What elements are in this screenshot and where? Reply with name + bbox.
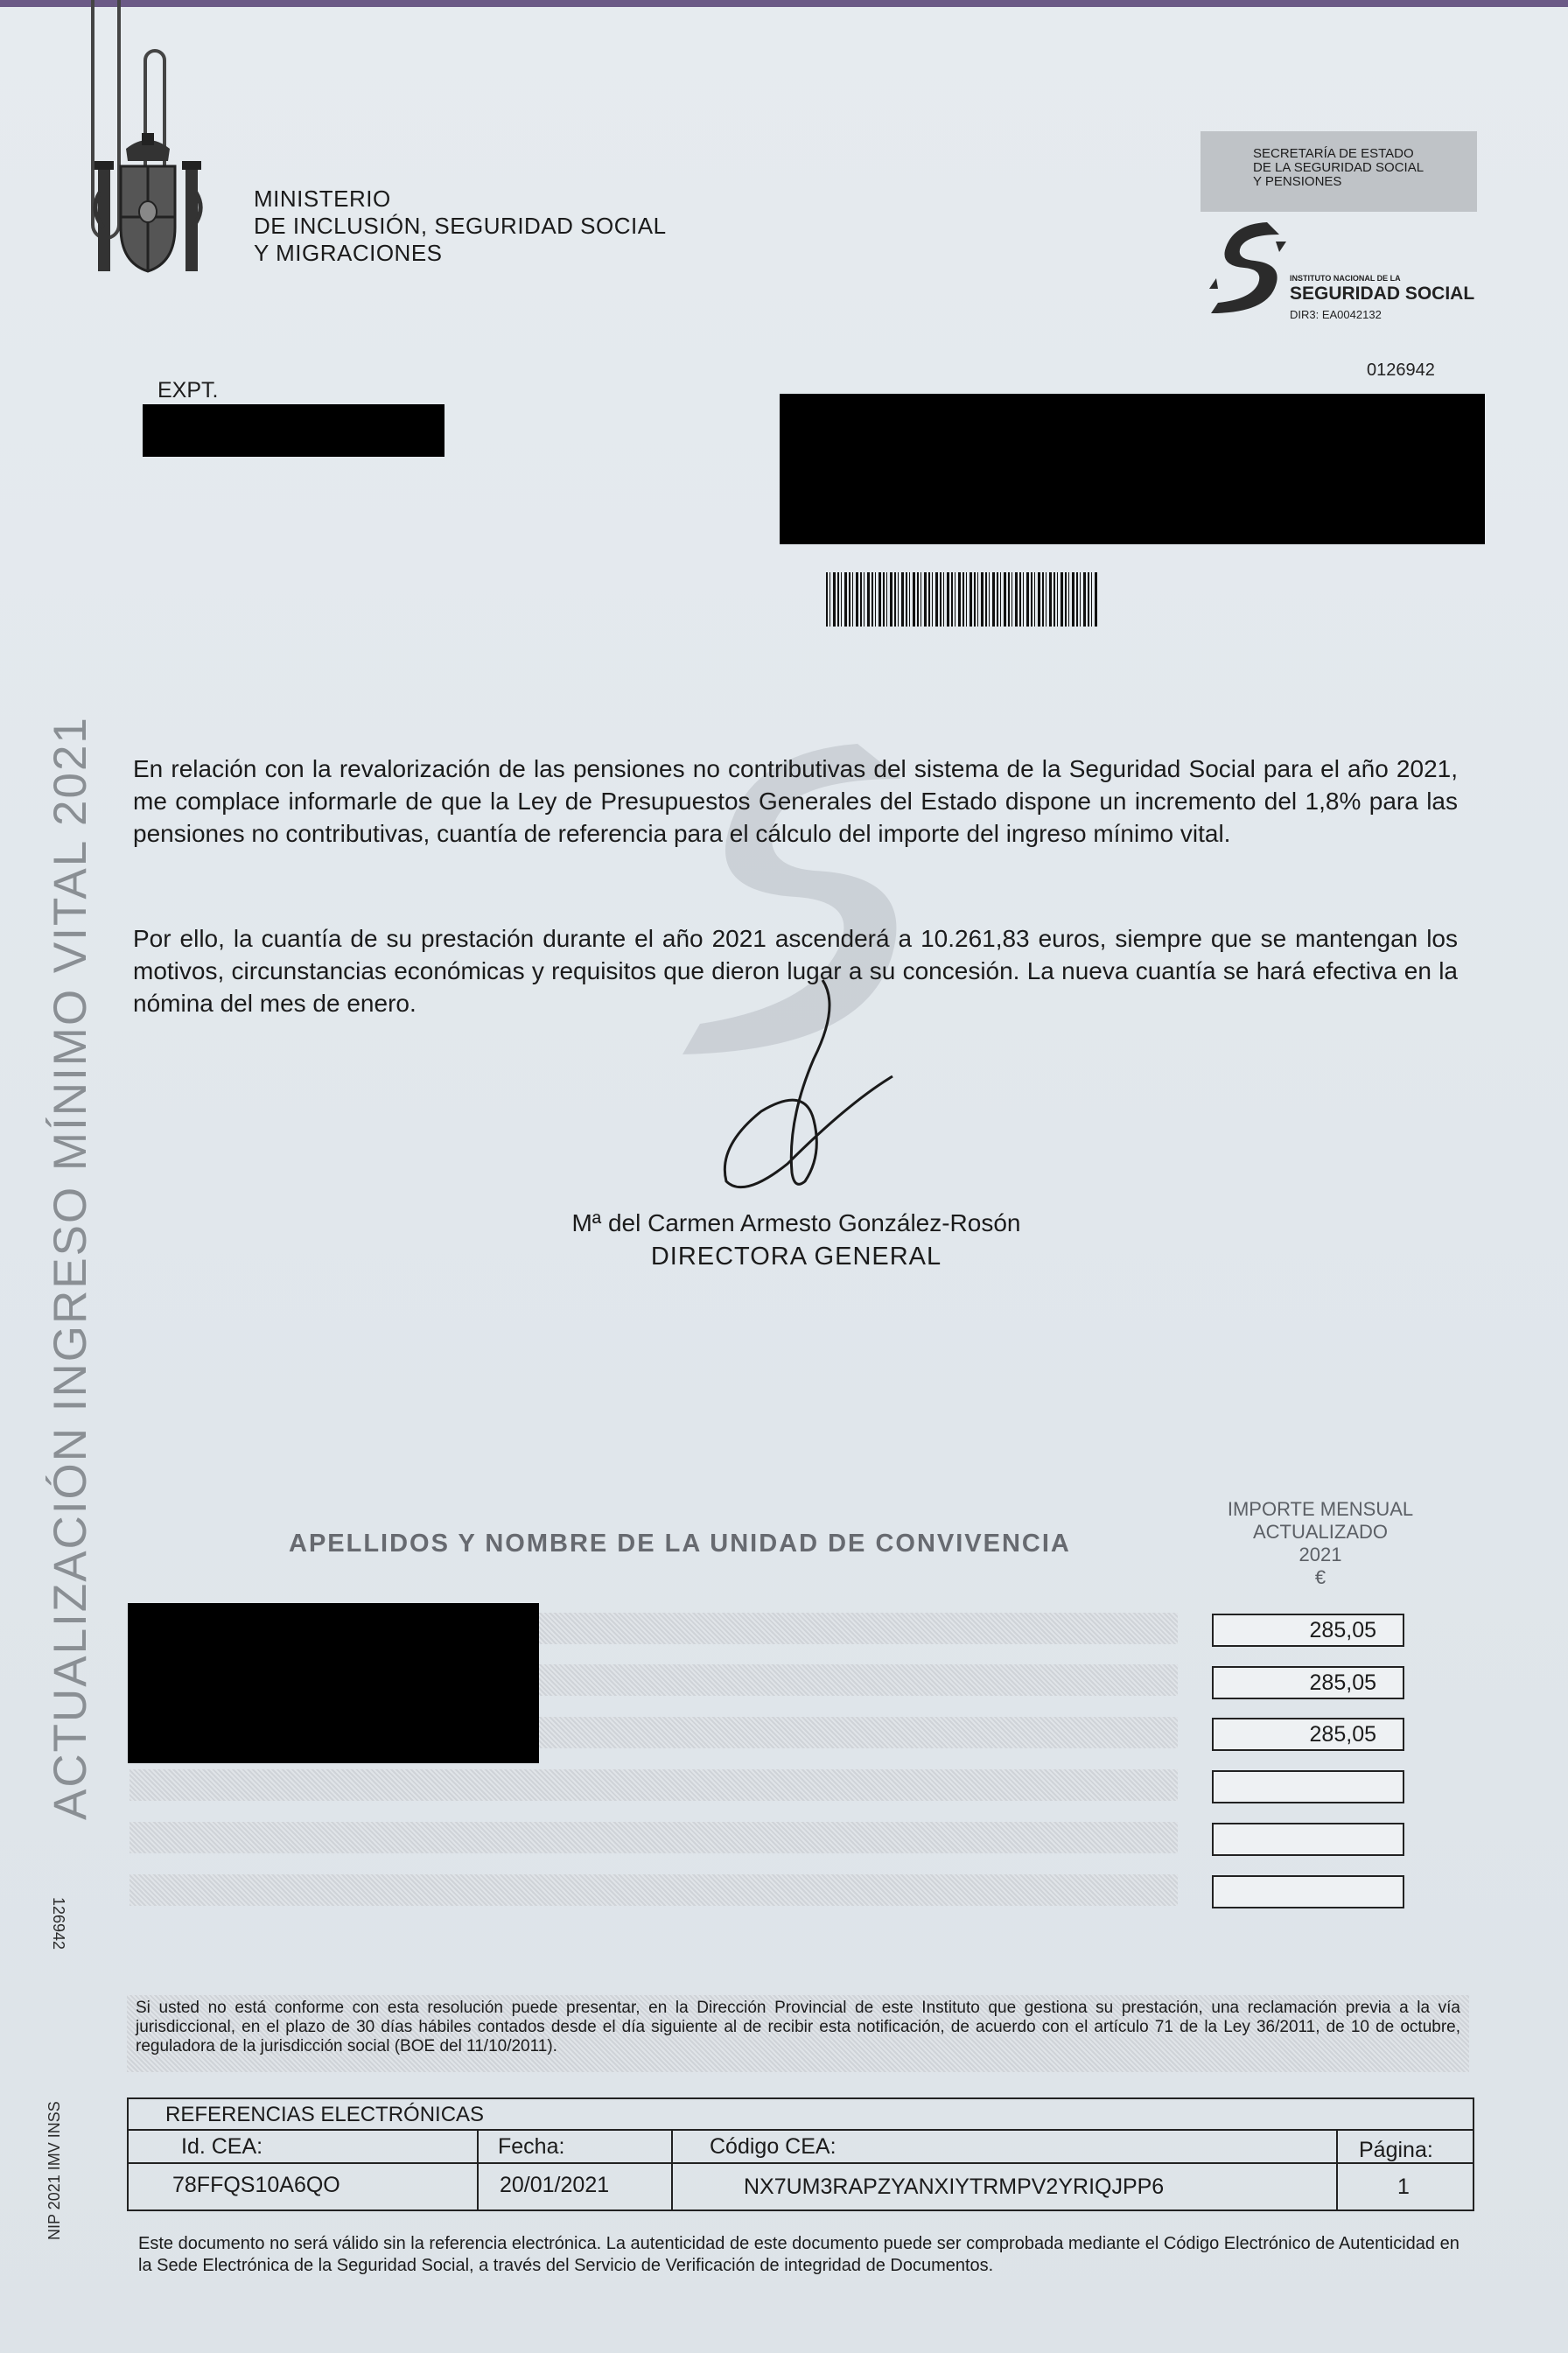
redacted-address (780, 394, 1485, 544)
redacted-member-names (128, 1603, 539, 1763)
fecha-label: Fecha: (498, 2134, 565, 2159)
side-title: ACTUALIZACIÓN INGRESO MÍNIMO VITAL 2021 (45, 716, 96, 1820)
pagina-label: Página: (1359, 2138, 1433, 2162)
electronic-references-table (127, 2097, 1474, 2211)
references-title-row (129, 2099, 1473, 2131)
pagina-value: 1 (1397, 2174, 1410, 2199)
signer-title: DIRECTORA GENERAL (650, 1243, 942, 1271)
col-divider (477, 2131, 479, 2211)
importe-header-line-4: € (1314, 1566, 1326, 1588)
unit-member-row (130, 1822, 1178, 1853)
id-cea-value: 78FFQS10A6QO (172, 2173, 340, 2197)
barcode (826, 572, 1097, 627)
references-title: REFERENCIAS ELECTRÓNICAS (165, 2103, 485, 2126)
dir3-code: DIR3: EA0042132 (1290, 308, 1382, 321)
codigo-cea-label: Código CEA: (710, 2134, 836, 2159)
signer-name: Mª del Carmen Armesto González-Rosón (571, 1209, 1021, 1236)
unit-member-row (130, 1874, 1178, 1906)
amount-cell: 285,05 (1212, 1718, 1404, 1751)
expt-label: EXPT. (158, 378, 219, 403)
paragraph-cuantia: Por ello, la cuantía de su prestación durante el año 2021 ascenderá a 10.261,83 euros, siempre que se mantengan los motivos, circunstancias económicas y requisitos que dieron lugar a su concesión. La nueva cuantía se hará efectiva en la nómina del mes de enero. (133, 925, 1458, 1017)
fecha-value: 20/01/2021 (500, 2173, 610, 2197)
importe-header-line-3: 2021 (1298, 1544, 1342, 1565)
importe-header-line-1: IMPORTE MENSUAL (1227, 1498, 1414, 1520)
col-divider (671, 2131, 673, 2211)
ministry-line-3: Y MIGRACIONES (254, 240, 443, 266)
amount-cell (1212, 1770, 1404, 1803)
ministry-line-2: DE INCLUSIÓN, SEGURIDAD SOCIAL (254, 213, 667, 239)
amount-cell: 285,05 (1212, 1614, 1404, 1647)
side-nip: NIP 2021 IMV INSS (46, 2101, 63, 2240)
secretaria-line-3: Y PENSIONES (1253, 174, 1342, 189)
unit-member-row (130, 1769, 1178, 1801)
paragraph-revalorizacion: En relación con la revalorización de las pensiones no contributivas del sistema de la Seguridad Social para el año 2021, me complace informarle de que la Ley de Presupuestos Generales del Estado dispone un incremento del 1,8% para las pensiones no contributivas, cuantía de referencia para el cálculo del importe del ingreso mínimo vital. (133, 755, 1458, 847)
document-number: 0126942 (1367, 361, 1435, 380)
institute-name: SEGURIDAD SOCIAL (1290, 284, 1475, 304)
instituto-label: INSTITUTO NACIONAL DE LA (1290, 274, 1401, 283)
secretaria-line-1: SECRETARÍA DE ESTADO (1253, 146, 1414, 161)
secretaria-box (1200, 131, 1477, 212)
id-cea-label: Id. CEA: (181, 2134, 263, 2159)
ministry-name (254, 186, 667, 267)
col-divider (1336, 2131, 1338, 2211)
seguridad-social-logo-icon (1206, 215, 1290, 317)
codigo-cea-value: NX7UM3RAPZYANXIYTRMPV2YRIQJPP6 (744, 2174, 1165, 2199)
appeal-notice (127, 1995, 1469, 2072)
top-edge (0, 0, 1568, 7)
spanish-crest-icon (91, 131, 205, 284)
ministry-line-1: MINISTERIO (254, 186, 391, 212)
validity-footer: Este documento no será válido sin la referencia electrónica. La autenticidad de este documento puede ser comprobada mediante el Código Electrónico de Autenticidad en la Sede Electrónica de la Seguridad Social, a través del Servicio de Verificación de integridad de Documentos. (138, 2234, 1460, 2275)
handwritten-signature (691, 971, 901, 1199)
importe-header (1223, 1498, 1418, 1589)
side-number: 126942 (50, 1897, 67, 1950)
redacted-expt (143, 404, 444, 457)
secretaria-line-2: DE LA SEGURIDAD SOCIAL (1253, 160, 1424, 175)
amount-cell (1212, 1823, 1404, 1856)
amount-cell: 285,05 (1212, 1666, 1404, 1699)
unit-table-title: APELLIDOS Y NOMBRE DE LA UNIDAD DE CONVIVENCIA (289, 1530, 1071, 1558)
appeal-notice-text: Si usted no está conforme con esta resolución puede presentar, en la Dirección Provincial de este Instituto que gestiona su prestación, una reclamación previa a la vía jurisdiccional, en el plazo de 30 días hábiles contados desde el día siguiente al de recibir esta notificación, de acuerdo con el artículo 71 de la Ley 36/2011, de 10 de octubre, reguladora de la jurisdicción social (BOE del 11/10/2011). (136, 1999, 1460, 2055)
amount-cell (1212, 1875, 1404, 1908)
importe-header-line-2: ACTUALIZADO (1252, 1521, 1389, 1543)
